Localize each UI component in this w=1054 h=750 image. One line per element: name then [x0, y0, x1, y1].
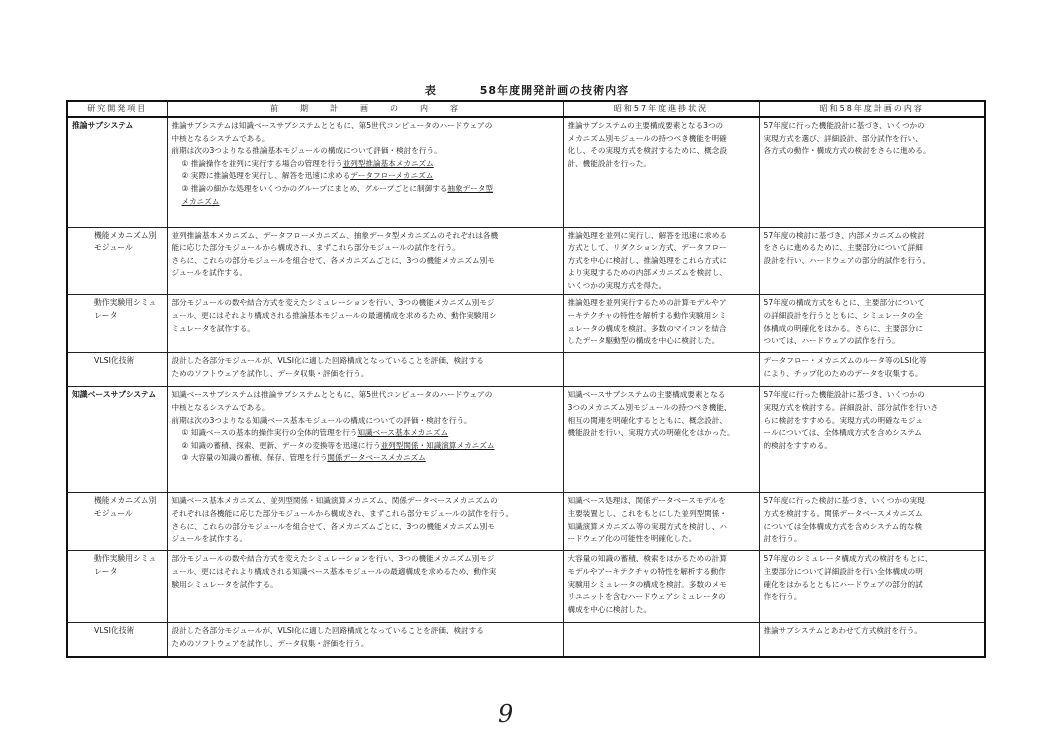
plan-line-text: ジュールを試作する。 [171, 534, 248, 544]
status57-line: 機能設計を行い、実現方式の明確化をはかった。 [567, 428, 735, 438]
plan-line [172, 415, 559, 428]
plan58-line: をさらに進めるために、主要部分について詳細 [763, 243, 923, 253]
plan58-content [759, 623, 985, 657]
plan-line-emphasis: 知識ベース基本メカニズム [357, 428, 449, 438]
status57-line: したデータ駆動型の構成を中心に検討した。 [567, 336, 720, 346]
plan-line-text: ュール、更にはそれより構成される知識ベース基本モジュールの最適構成を求めるため、動作実 [171, 567, 497, 577]
status57-content [563, 353, 759, 387]
plan-line-text: ② 知識の蓄積、探索、更新、データの変換等を迅速に行う [181, 440, 381, 450]
status57-content [563, 493, 759, 551]
plan-line-text: 推論サブシステムは知識ベースサブシステムとともに、第5世代コンピュータのハードウェアの [171, 121, 493, 130]
status57-content [563, 387, 759, 493]
status57-line: 3つのメカニズム別モジュールの持つべき機能、 [567, 403, 732, 413]
plan-line [172, 579, 559, 592]
plan58-content [759, 493, 985, 551]
plan58-line: 57年度の検討に基づき、内部メカニズムの検討 [763, 230, 925, 240]
plan-line-text: 知識ベースサブシステムは推論サブシステムとともに、第5世代コンピュータのハードウェアの [171, 390, 493, 400]
plan-content [167, 353, 563, 387]
status57-content [563, 295, 759, 353]
status57-line: 推論処理を並列実行するための計算モデルやア [567, 298, 727, 308]
plan-line-text: 前期は次の3つよりなる推論基本モジュールの構成について評価・検討を行う。 [171, 146, 442, 156]
plan58-line: 設計を行い、ハードウェアの部分的試作を行う。 [763, 255, 931, 265]
plan-content [167, 117, 563, 227]
plan-line [172, 196, 559, 209]
plan-line-text: 設計した各部分モジュールが、VLSI化に適した回路構成となっていることを評価、検討する [171, 356, 484, 366]
plan-content [167, 295, 563, 353]
plan-line-text: ミュレータを試作する。 [171, 323, 255, 333]
plan-line-text: ③ 大容量の知識の蓄積、保存、管理を行う [181, 453, 328, 463]
plan-line [172, 230, 559, 243]
plan58-line: 実現方式を選び、詳細設計、部分試作を行い、 [763, 133, 923, 143]
plan-line-emphasis: 並列型関係・知識演算メカニズム [380, 440, 495, 450]
plan-line-text: ② 実際に推論処理を実行し、解答を迅速に求める [181, 171, 351, 181]
table-header-row [67, 101, 985, 117]
plan-line-text: 中核となるシステムである。 [171, 133, 270, 143]
research-item: VLSI化技術 [67, 623, 167, 657]
plan-line-text: ① 推論操作を並列に実行する場合の管理を行う [181, 158, 343, 168]
plan-line [172, 255, 559, 268]
status57-line: より実現するための内部メカニズムを検討し、 [567, 268, 727, 278]
plan58-line: 確化をはかるとともにハードウェアの部分的試 [763, 579, 923, 589]
plan-line-emphasis: データフローメカニズム [350, 171, 434, 181]
plan-line-text: ためのソフトウェアを試作し、データ収集・評価を行う。 [171, 369, 369, 379]
plan58-line: 推論サブシステムとあわせて方式検討を行う。 [763, 626, 922, 636]
plan-line [172, 638, 559, 651]
plan-line [172, 120, 559, 133]
plan-line-text: 前期は次の3つよりなる知識ベース基本モジュールの構成についての評価・検討を行う。 [171, 415, 472, 425]
table-row [67, 295, 985, 353]
plan58-line: の詳細設計を行うとともに、シミュレータの全 [763, 311, 923, 321]
plan58-line: 体構成の明確化をはかる。さらに、主要部分に [763, 323, 923, 333]
plan-line-text: 設計した各部分モジュールが、VLSI化に適した回路構成となっていることを評価、検討する [171, 626, 484, 636]
plan-content [167, 551, 563, 623]
plan-line-text: ジュールを試作する。 [171, 268, 248, 278]
plan-line-text: 能に応じた部分モジュールから構成され、まずこれら部分モジュールの試作を行う。 [171, 243, 460, 253]
status57-line: 主要装置とし、これをもとにした並列型関係・ [567, 509, 727, 519]
plan-line [172, 389, 559, 402]
status57-line: ードウェア化の可能性を明確化した。 [567, 534, 697, 544]
plan58-line: 57年度の構成方式をもとに、主要部分について [763, 298, 925, 308]
plan-line-text: ③ 推論の細かな処理をいくつかのグループにまとめ、グループごとに制御する [181, 183, 448, 193]
table-label: 表 [424, 84, 437, 97]
plan-line [172, 495, 559, 508]
technical-plan-table [66, 100, 986, 658]
plan-line-text: それぞれは各機能に応じた部分モジュールから構成され、まずこれら部分モジュールの試作を行う。 [171, 509, 514, 519]
plan-line [172, 452, 559, 465]
plan-line-emphasis: メカニズム [181, 196, 220, 206]
plan-line-text: さらに、これらの部分モジュールを組合せて、各メカニズムごとに、3つの機能メカニズム別モ [171, 255, 495, 265]
plan-line-emphasis: 並列型推論基本メカニズム [342, 158, 434, 168]
table-row [67, 623, 985, 657]
status57-line: 計、機能設計を行った。 [567, 158, 652, 168]
plan58-content [759, 227, 985, 295]
plan-line [172, 566, 559, 579]
plan58-line: 的検討をすすめる。 [763, 440, 832, 450]
plan-line-emphasis: 関係データベースメカニズム [327, 453, 426, 463]
status57-line: 方式を中心に検討し、推論処理をこれら方式に [567, 255, 727, 265]
status57-line: 化し、その実現方式を検討するために、概念設 [567, 146, 727, 156]
table-title [0, 82, 1054, 98]
header-status57: 昭和57年度進捗状況 [563, 101, 759, 117]
plan-content [167, 493, 563, 551]
page-number: 9 [498, 700, 514, 728]
plan-line-text: 中核となるシステムである。 [171, 403, 270, 413]
plan58-line: 方式を検討する。関係データベースメカニズム [763, 509, 923, 519]
status57-line: 知識ベース処理は、関係データベースモデルを [567, 496, 726, 506]
table-body [67, 117, 985, 657]
status57-line: ュレータの構成を検討。多数のマイコンを結合 [567, 323, 727, 333]
plan58-line: 57年度に行った検討に基づき、いくつかの実現 [763, 496, 925, 506]
plan-line-text: 部分モジュールの数や結合方式を変えたシミュレーションを行い、3つの機能メカニズム別モジ [171, 554, 495, 564]
plan-line-text: ためのソフトウェアを試作し、データ収集・評価を行う。 [171, 639, 369, 649]
research-item: 機能メカニズム別モジュール [67, 227, 167, 295]
research-item: VLSI化技術 [67, 353, 167, 387]
plan-line-text: ① 知識ベースの基本的操作実行の全体的管理を行う [181, 428, 358, 438]
plan-line [172, 427, 559, 440]
plan-line [172, 183, 559, 196]
status57-line: 大容量の知識の蓄積、検索をはかるための計算 [567, 554, 727, 564]
plan-line [172, 533, 559, 546]
plan58-content [759, 295, 985, 353]
status57-line: 実験用シミュレータの構成を検討。多数のメモ [567, 579, 727, 589]
plan-line [172, 625, 559, 638]
status57-line: いくつかの実現方式を得た。 [567, 280, 667, 290]
plan58-line: 各方式の動作・構成方式の検討をさらに進める。 [763, 146, 931, 156]
plan-line-text: 知識ベース基本メカニズム、並列型関係・知識演算メカニズム、関係データベースメカニズムの [171, 496, 498, 506]
plan-line [172, 158, 559, 171]
research-item: 機能メカニズム別モジュール [67, 493, 167, 551]
table-row [67, 493, 985, 551]
plan58-line: ールについては、全体構成方式を含めシステム [763, 428, 922, 438]
plan58-line: ついては、ハードウェアの試作を行う。 [763, 336, 900, 346]
research-item: 動作実験用シミュレータ [67, 551, 167, 623]
table-row [67, 551, 985, 623]
plan58-line: 討を行う。 [763, 534, 802, 544]
plan-line [172, 310, 559, 323]
plan-line [172, 508, 559, 521]
research-item: 動作実験用シミュレータ [67, 295, 167, 353]
plan-line [172, 323, 559, 336]
plan-line-emphasis: 抽象データ型 [447, 183, 493, 193]
plan-line-text: さらに、これらの部分モジュールを組合せて、各メカニズムごとに、3つの機能メカニズム別モ [171, 521, 495, 531]
plan-line-text: 並列推論基本メカニズム、データフローメカニズム、抽象データ型メカニズムのそれぞれは各機 [171, 230, 499, 240]
plan58-line: データフロー・メカニズムのルータ等のLSI化等 [763, 356, 927, 366]
table-row [67, 227, 985, 295]
status57-line: 方式として、リダクション方式、データフロー [567, 243, 727, 253]
plan58-line: 57年度のシミュレータ構成方式の検討をもとに、 [763, 554, 933, 564]
status57-line: メカニズム別モジュールの持つべき機能を明確 [567, 133, 727, 143]
plan-line [172, 170, 559, 183]
research-item: 推論サブシステム [67, 117, 167, 227]
plan58-line: 57年度に行った機能設計に基づき、いくつかの [763, 390, 925, 400]
status57-line: 知識演算メカニズム等の実現方式を検討し、ハ [567, 521, 727, 531]
plan-content [167, 623, 563, 657]
plan58-content [759, 117, 985, 227]
plan-line [172, 297, 559, 310]
status57-line: リユニットを含むハードウェアシミュレータの [567, 592, 726, 602]
plan58-line: 作を行う。 [763, 592, 802, 602]
research-item: 知識ベースサブシステム [67, 387, 167, 493]
plan-line [172, 145, 559, 158]
status57-content [563, 117, 759, 227]
plan-line-text: 験用シミュレータを試作する。 [171, 579, 278, 589]
plan-line [172, 368, 559, 381]
plan-line [172, 440, 559, 453]
plan-content [167, 387, 563, 493]
header-plan58: 昭和58年度計画の内容 [759, 101, 985, 117]
plan-line [172, 402, 559, 415]
plan58-line: 主要部分について詳細設計を行い全体構成の明 [763, 567, 923, 577]
status57-content [563, 227, 759, 295]
plan-line [172, 521, 559, 534]
plan58-line: により、チップ化のためのデータを収集する。 [763, 369, 923, 379]
status57-content [563, 551, 759, 623]
plan58-line: 実現方式を検討する。詳細設計、部分試作を行いさ [763, 403, 939, 413]
plan-line [172, 133, 559, 146]
table-row [67, 117, 985, 227]
status57-line: 相互の関連を明確化するとともに、概念設計、 [567, 415, 727, 425]
status57-line: 推論処理を並列に実行し、解答を迅速に求める [567, 230, 727, 240]
plan58-content [759, 353, 985, 387]
plan-line [172, 242, 559, 255]
plan58-line: らに検討をすすめる。実現方式の明確なモジュ [763, 415, 923, 425]
plan58-content [759, 551, 985, 623]
plan58-line: 57年度に行った機能設計に基づき、いくつかの [763, 121, 925, 130]
status57-line: ーキテクチャの特性を解析する動作実験用シミ [567, 311, 727, 321]
status57-line: 知識ベースサブシステムの主要構成要素となる [567, 390, 726, 400]
plan-line [172, 553, 559, 566]
status57-line: モデルやアーキテクチャの特性を解析する動作 [567, 567, 726, 577]
status57-line: 構成を中心に検討した。 [567, 604, 652, 614]
table-title-text: 58年度開発計画の技術内容 [479, 84, 630, 97]
table-row [67, 353, 985, 387]
plan-line [172, 355, 559, 368]
plan-line-text: 部分モジュールの数や結合方式を変えたシミュレーションを行い、3つの機能メカニズム別モジ [171, 298, 495, 308]
status57-line: 推論サブシステムの主要構成要素となる3つの [567, 121, 724, 130]
status57-content [563, 623, 759, 657]
plan58-line: については全体構成方式を含めシステム的な検 [763, 521, 923, 531]
plan-line-text: ュール、更にはそれより構成される推論基本モジュールの最適構成を求めるため、動作実験用シ [171, 311, 497, 321]
header-item: 研究開発項目 [67, 101, 167, 117]
plan58-content [759, 387, 985, 493]
plan-line [172, 267, 559, 280]
header-plan: 前 期 計 画 の 内 容 [167, 101, 563, 117]
plan-content [167, 227, 563, 295]
table-row [67, 387, 985, 493]
